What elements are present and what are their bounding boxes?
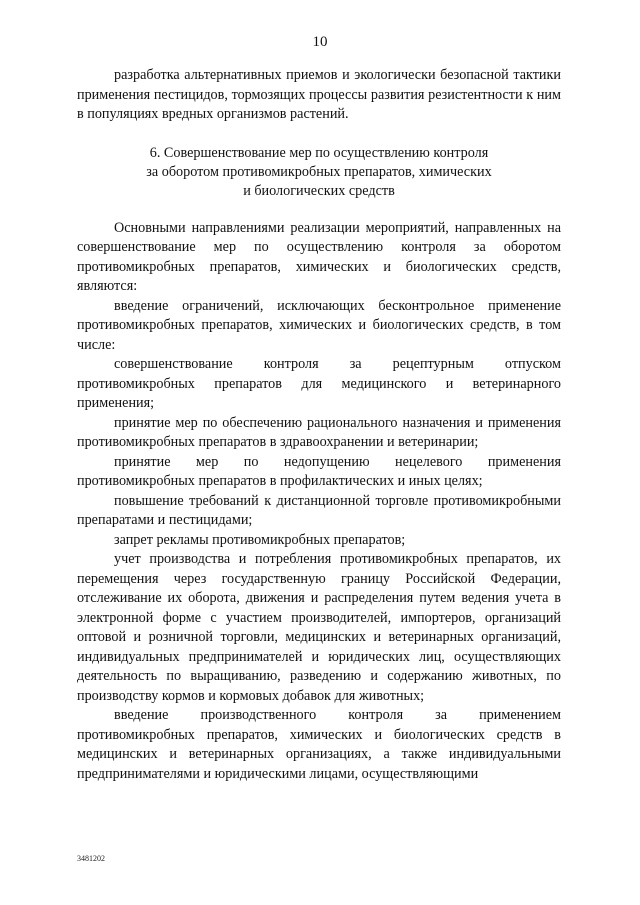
intro-paragraph: разработка альтернативных приемов и экологически безопасной тактики применения пестицидов, тормозящих процессы развития резистентности к ним в популяциях вредных организмов растений.: [77, 67, 561, 122]
section-heading-line-1: 6. Совершенствование мер по осуществлению контроля: [149, 144, 489, 161]
paragraph-main-directions: Основными направлениями реализации мероприятий, направленных на совершенствование мер по осуществлению контроля за оборотом противомикробных препаратов, химических и биологических средств, являются:: [77, 219, 561, 294]
paragraph-production-control: введение производственного контроля за применением противомикробных препаратов, химических и биологических средств в медицинских и ветеринарных организациях, а также индивидуальными предпринимателями и юридическими лицами, осуществляющими: [77, 707, 561, 782]
paragraph-accounting: учет производства и потребления противомикробных препаратов, их перемещения через государственную границу Российской Федерации, отслеживание их оборота, движения и распределения путем ведения учета в электронной форме с участием производителей, импортеров, организаций оптовой и розничной торговли, медицинских и ветеринарных организаций, индивидуальных предпринимателей и юридических лиц, осуществляющих деятельность по выращиванию, разведению и содержанию животных, по производству кормов и кормовых добавок для животных;: [77, 551, 561, 704]
section-heading-line-2: за оборотом противомикробных препаратов, химических: [146, 163, 492, 180]
section-heading: [77, 144, 561, 201]
page-number: 10: [312, 34, 328, 50]
paragraph-prescription-control: совершенствование контроля за рецептурным отпуском противомикробных препаратов для медицинского и ветеринарного применения;: [77, 356, 561, 411]
paragraph-remote-trade: повышение требований к дистанционной торговле противомикробными препаратами и пестицидами;: [77, 492, 561, 528]
document-code: 3481202: [77, 854, 105, 863]
paragraph-misuse-prevention: принятие мер по недопущению нецелевого применения противомикробных препаратов в профилактических и иных целях;: [77, 453, 561, 489]
paragraph-restrictions: введение ограничений, исключающих бесконтрольное применение противомикробных препаратов, химических и биологических средств, в том числе:: [77, 297, 561, 353]
document-body: [77, 66, 561, 784]
paragraph-advertising-ban: запрет рекламы противомикробных препаратов;: [114, 531, 406, 548]
paragraph-rational-prescribing: принятие мер по обеспечению рационального назначения и применения противомикробных препаратов в здравоохранении и ветеринарии;: [77, 414, 561, 450]
section-heading-line-3: и биологических средств: [243, 182, 395, 199]
